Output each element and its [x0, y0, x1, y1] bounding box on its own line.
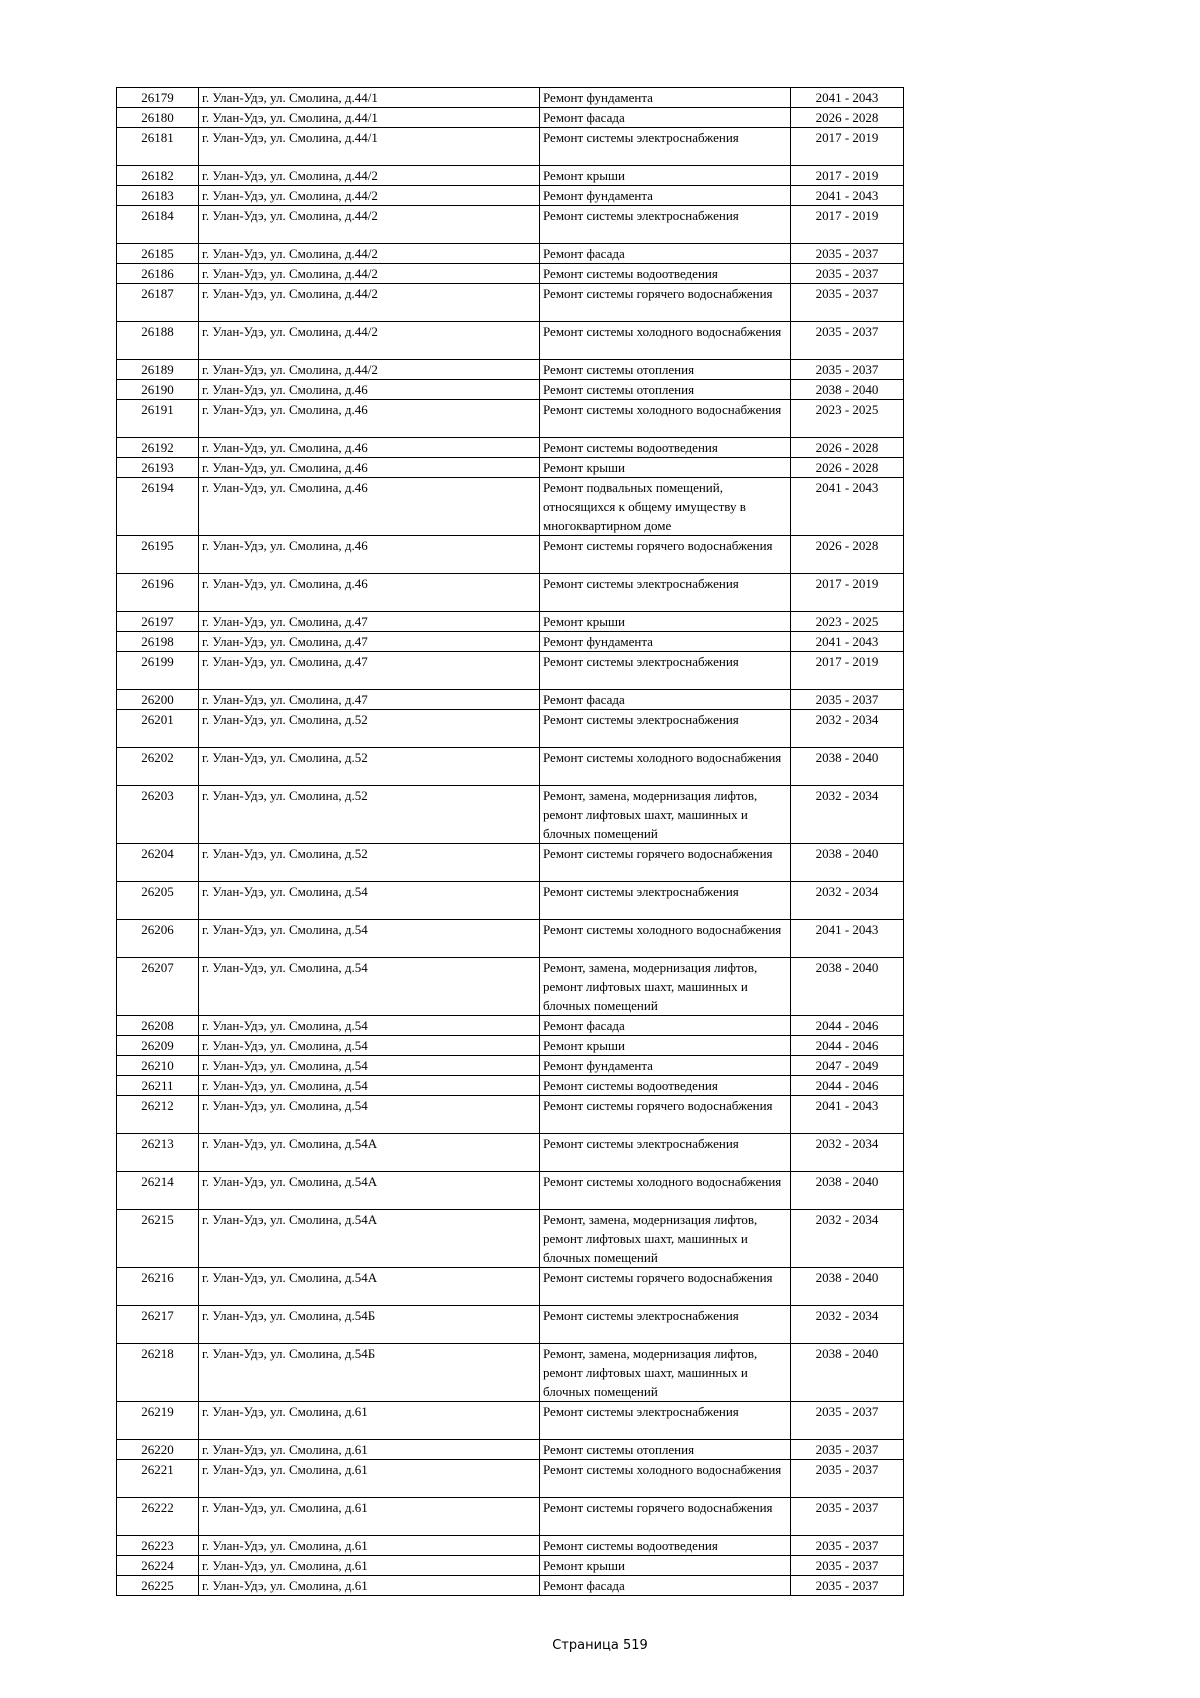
row-period: 2032 - 2034 — [791, 710, 904, 748]
row-number: 26184 — [117, 206, 199, 244]
row-work-type: Ремонт, замена, модернизация лифтов, ремонт лифтовых шахт, машинных и блочных помещений — [540, 786, 791, 844]
table-row — [117, 1172, 904, 1210]
row-period: 2038 - 2040 — [791, 380, 904, 400]
row-address: г. Улан-Удэ, ул. Смолина, д.54Б — [199, 1344, 540, 1402]
row-period: 2032 - 2034 — [791, 1134, 904, 1172]
page-number: Страница 519 — [552, 1638, 648, 1653]
row-number: 26203 — [117, 786, 199, 844]
row-work-type: Ремонт системы отопления — [540, 1440, 791, 1460]
row-number: 26223 — [117, 1536, 199, 1556]
table-row — [117, 458, 904, 478]
row-work-type: Ремонт системы электроснабжения — [540, 128, 791, 166]
table-row — [117, 920, 904, 958]
row-address: г. Улан-Удэ, ул. Смолина, д.61 — [199, 1440, 540, 1460]
table-row — [117, 1076, 904, 1096]
table-row — [117, 1556, 904, 1576]
row-period: 2038 - 2040 — [791, 1268, 904, 1306]
row-work-type: Ремонт системы горячего водоснабжения — [540, 1096, 791, 1134]
table-row — [117, 284, 904, 322]
row-number: 26215 — [117, 1210, 199, 1268]
row-work-type: Ремонт фасада — [540, 108, 791, 128]
row-work-type: Ремонт системы отопления — [540, 360, 791, 380]
row-number: 26192 — [117, 438, 199, 458]
table-row — [117, 1210, 904, 1268]
row-address: г. Улан-Удэ, ул. Смолина, д.44/1 — [199, 108, 540, 128]
row-number: 26197 — [117, 612, 199, 632]
row-period: 2035 - 2037 — [791, 284, 904, 322]
table-row — [117, 1134, 904, 1172]
row-address: г. Улан-Удэ, ул. Смолина, д.52 — [199, 844, 540, 882]
row-number: 26205 — [117, 882, 199, 920]
row-work-type: Ремонт системы электроснабжения — [540, 1402, 791, 1440]
row-address: г. Улан-Удэ, ул. Смолина, д.54 — [199, 1016, 540, 1036]
row-work-type: Ремонт системы электроснабжения — [540, 206, 791, 244]
row-work-type: Ремонт системы горячего водоснабжения — [540, 844, 791, 882]
table-row — [117, 1096, 904, 1134]
row-period: 2035 - 2037 — [791, 264, 904, 284]
table-row — [117, 244, 904, 264]
repair-schedule-body — [117, 88, 904, 1596]
row-period: 2041 - 2043 — [791, 632, 904, 652]
row-period: 2035 - 2037 — [791, 690, 904, 710]
row-work-type: Ремонт системы горячего водоснабжения — [540, 536, 791, 574]
row-number: 26200 — [117, 690, 199, 710]
row-period: 2035 - 2037 — [791, 1576, 904, 1596]
row-work-type: Ремонт системы холодного водоснабжения — [540, 400, 791, 438]
row-address: г. Улан-Удэ, ул. Смолина, д.44/2 — [199, 186, 540, 206]
row-work-type: Ремонт фасада — [540, 690, 791, 710]
repair-schedule-table — [116, 87, 904, 1596]
table-row — [117, 438, 904, 458]
row-period: 2041 - 2043 — [791, 478, 904, 536]
row-address: г. Улан-Удэ, ул. Смолина, д.47 — [199, 612, 540, 632]
row-address: г. Улан-Удэ, ул. Смолина, д.54 — [199, 1076, 540, 1096]
row-work-type: Ремонт фундамента — [540, 186, 791, 206]
row-address: г. Улан-Удэ, ул. Смолина, д.47 — [199, 632, 540, 652]
row-period: 2017 - 2019 — [791, 652, 904, 690]
row-number: 26204 — [117, 844, 199, 882]
row-address: г. Улан-Удэ, ул. Смолина, д.54А — [199, 1210, 540, 1268]
table-row — [117, 1440, 904, 1460]
row-address: г. Улан-Удэ, ул. Смолина, д.46 — [199, 458, 540, 478]
row-number: 26207 — [117, 958, 199, 1016]
table-row — [117, 1306, 904, 1344]
table-row — [117, 536, 904, 574]
row-period: 2038 - 2040 — [791, 1344, 904, 1402]
table-row — [117, 400, 904, 438]
row-period: 2032 - 2034 — [791, 786, 904, 844]
row-period: 2041 - 2043 — [791, 186, 904, 206]
row-number: 26183 — [117, 186, 199, 206]
row-number: 26214 — [117, 1172, 199, 1210]
table-row — [117, 1016, 904, 1036]
row-address: г. Улан-Удэ, ул. Смолина, д.46 — [199, 438, 540, 458]
row-period: 2032 - 2034 — [791, 1210, 904, 1268]
row-work-type: Ремонт системы холодного водоснабжения — [540, 920, 791, 958]
table-row — [117, 748, 904, 786]
row-number: 26206 — [117, 920, 199, 958]
row-period: 2023 - 2025 — [791, 400, 904, 438]
row-number: 26187 — [117, 284, 199, 322]
table-row — [117, 1460, 904, 1498]
table-row — [117, 380, 904, 400]
row-address: г. Улан-Удэ, ул. Смолина, д.47 — [199, 652, 540, 690]
row-number: 26193 — [117, 458, 199, 478]
row-number: 26196 — [117, 574, 199, 612]
table-row — [117, 166, 904, 186]
row-address: г. Улан-Удэ, ул. Смолина, д.54А — [199, 1134, 540, 1172]
row-work-type: Ремонт подвальных помещений, относящихся к общему имуществу в многоквартирном доме — [540, 478, 791, 536]
row-address: г. Улан-Удэ, ул. Смолина, д.46 — [199, 536, 540, 574]
row-address: г. Улан-Удэ, ул. Смолина, д.46 — [199, 574, 540, 612]
row-address: г. Улан-Удэ, ул. Смолина, д.44/2 — [199, 360, 540, 380]
row-work-type: Ремонт системы холодного водоснабжения — [540, 1460, 791, 1498]
row-period: 2044 - 2046 — [791, 1036, 904, 1056]
row-period: 2041 - 2043 — [791, 88, 904, 108]
row-address: г. Улан-Удэ, ул. Смолина, д.46 — [199, 478, 540, 536]
row-address: г. Улан-Удэ, ул. Смолина, д.61 — [199, 1460, 540, 1498]
row-number: 26190 — [117, 380, 199, 400]
row-address: г. Улан-Удэ, ул. Смолина, д.52 — [199, 710, 540, 748]
row-number: 26202 — [117, 748, 199, 786]
row-work-type: Ремонт системы горячего водоснабжения — [540, 1268, 791, 1306]
row-address: г. Улан-Удэ, ул. Смолина, д.44/2 — [199, 322, 540, 360]
row-address: г. Улан-Удэ, ул. Смолина, д.61 — [199, 1536, 540, 1556]
row-work-type: Ремонт крыши — [540, 612, 791, 632]
row-work-type: Ремонт фундамента — [540, 1056, 791, 1076]
row-address: г. Улан-Удэ, ул. Смолина, д.44/2 — [199, 206, 540, 244]
table-row — [117, 1344, 904, 1402]
row-number: 26208 — [117, 1016, 199, 1036]
row-address: г. Улан-Удэ, ул. Смолина, д.46 — [199, 400, 540, 438]
row-work-type: Ремонт фасада — [540, 244, 791, 264]
row-number: 26188 — [117, 322, 199, 360]
row-period: 2038 - 2040 — [791, 958, 904, 1016]
table-row — [117, 128, 904, 166]
row-period: 2047 - 2049 — [791, 1056, 904, 1076]
row-work-type: Ремонт крыши — [540, 458, 791, 478]
row-number: 26185 — [117, 244, 199, 264]
row-number: 26182 — [117, 166, 199, 186]
table-row — [117, 264, 904, 284]
row-work-type: Ремонт системы холодного водоснабжения — [540, 322, 791, 360]
table-row — [117, 574, 904, 612]
row-work-type: Ремонт крыши — [540, 1556, 791, 1576]
row-number: 26212 — [117, 1096, 199, 1134]
table-row — [117, 1576, 904, 1596]
row-period: 2026 - 2028 — [791, 458, 904, 478]
row-period: 2035 - 2037 — [791, 1402, 904, 1440]
row-address: г. Улан-Удэ, ул. Смолина, д.54 — [199, 1056, 540, 1076]
row-work-type: Ремонт фасада — [540, 1016, 791, 1036]
table-row — [117, 690, 904, 710]
row-work-type: Ремонт системы холодного водоснабжения — [540, 748, 791, 786]
row-work-type: Ремонт крыши — [540, 166, 791, 186]
row-period: 2017 - 2019 — [791, 574, 904, 612]
table-row — [117, 844, 904, 882]
row-period: 2026 - 2028 — [791, 108, 904, 128]
table-row — [117, 1268, 904, 1306]
row-period: 2017 - 2019 — [791, 128, 904, 166]
row-number: 26224 — [117, 1556, 199, 1576]
row-period: 2023 - 2025 — [791, 612, 904, 632]
row-address: г. Улан-Удэ, ул. Смолина, д.54А — [199, 1268, 540, 1306]
row-work-type: Ремонт фундамента — [540, 632, 791, 652]
row-number: 26199 — [117, 652, 199, 690]
row-number: 26180 — [117, 108, 199, 128]
row-work-type: Ремонт фундамента — [540, 88, 791, 108]
row-work-type: Ремонт системы водоотведения — [540, 1076, 791, 1096]
row-number: 26216 — [117, 1268, 199, 1306]
row-address: г. Улан-Удэ, ул. Смолина, д.44/1 — [199, 128, 540, 166]
table-row — [117, 958, 904, 1016]
row-work-type: Ремонт системы электроснабжения — [540, 1306, 791, 1344]
row-period: 2035 - 2037 — [791, 1536, 904, 1556]
row-number: 26198 — [117, 632, 199, 652]
row-work-type: Ремонт системы электроснабжения — [540, 1134, 791, 1172]
table-row — [117, 322, 904, 360]
row-number: 26179 — [117, 88, 199, 108]
row-period: 2038 - 2040 — [791, 748, 904, 786]
row-number: 26219 — [117, 1402, 199, 1440]
row-period: 2044 - 2046 — [791, 1016, 904, 1036]
row-period: 2026 - 2028 — [791, 536, 904, 574]
row-address: г. Улан-Удэ, ул. Смолина, д.44/2 — [199, 264, 540, 284]
table-row — [117, 652, 904, 690]
row-address: г. Улан-Удэ, ул. Смолина, д.54 — [199, 1096, 540, 1134]
table-row — [117, 612, 904, 632]
row-number: 26194 — [117, 478, 199, 536]
row-address: г. Улан-Удэ, ул. Смолина, д.61 — [199, 1556, 540, 1576]
row-address: г. Улан-Удэ, ул. Смолина, д.44/1 — [199, 88, 540, 108]
table-row — [117, 186, 904, 206]
table-row — [117, 206, 904, 244]
row-work-type: Ремонт системы электроснабжения — [540, 882, 791, 920]
row-period: 2035 - 2037 — [791, 1440, 904, 1460]
row-work-type: Ремонт, замена, модернизация лифтов, ремонт лифтовых шахт, машинных и блочных помещений — [540, 1210, 791, 1268]
row-number: 26218 — [117, 1344, 199, 1402]
row-work-type: Ремонт системы электроснабжения — [540, 710, 791, 748]
row-work-type: Ремонт системы водоотведения — [540, 1536, 791, 1556]
row-period: 2035 - 2037 — [791, 322, 904, 360]
row-work-type: Ремонт крыши — [540, 1036, 791, 1056]
row-address: г. Улан-Удэ, ул. Смолина, д.54 — [199, 882, 540, 920]
row-number: 26201 — [117, 710, 199, 748]
row-period: 2041 - 2043 — [791, 920, 904, 958]
row-period: 2035 - 2037 — [791, 244, 904, 264]
row-number: 26221 — [117, 1460, 199, 1498]
table-row — [117, 1498, 904, 1536]
table-row — [117, 710, 904, 748]
row-work-type: Ремонт системы электроснабжения — [540, 652, 791, 690]
row-work-type: Ремонт системы электроснабжения — [540, 574, 791, 612]
row-number: 26213 — [117, 1134, 199, 1172]
row-address: г. Улан-Удэ, ул. Смолина, д.54Б — [199, 1306, 540, 1344]
row-work-type: Ремонт системы отопления — [540, 380, 791, 400]
table-row — [117, 1056, 904, 1076]
row-address: г. Улан-Удэ, ул. Смолина, д.44/2 — [199, 284, 540, 322]
row-period: 2044 - 2046 — [791, 1076, 904, 1096]
row-number: 26220 — [117, 1440, 199, 1460]
row-address: г. Улан-Удэ, ул. Смолина, д.54А — [199, 1172, 540, 1210]
table-row — [117, 360, 904, 380]
row-address: г. Улан-Удэ, ул. Смолина, д.46 — [199, 380, 540, 400]
row-work-type: Ремонт системы горячего водоснабжения — [540, 284, 791, 322]
row-address: г. Улан-Удэ, ул. Смолина, д.61 — [199, 1498, 540, 1536]
row-address: г. Улан-Удэ, ул. Смолина, д.47 — [199, 690, 540, 710]
row-number: 26210 — [117, 1056, 199, 1076]
row-address: г. Улан-Удэ, ул. Смолина, д.54 — [199, 920, 540, 958]
row-address: г. Улан-Удэ, ул. Смолина, д.52 — [199, 748, 540, 786]
table-row — [117, 632, 904, 652]
row-address: г. Улан-Удэ, ул. Смолина, д.61 — [199, 1402, 540, 1440]
table-row — [117, 1402, 904, 1440]
row-address: г. Улан-Удэ, ул. Смолина, д.61 — [199, 1576, 540, 1596]
row-period: 2038 - 2040 — [791, 844, 904, 882]
row-period: 2035 - 2037 — [791, 1556, 904, 1576]
row-address: г. Улан-Удэ, ул. Смолина, д.54 — [199, 1036, 540, 1056]
row-work-type: Ремонт, замена, модернизация лифтов, ремонт лифтовых шахт, машинных и блочных помещений — [540, 958, 791, 1016]
row-address: г. Улан-Удэ, ул. Смолина, д.54 — [199, 958, 540, 1016]
row-number: 26211 — [117, 1076, 199, 1096]
row-period: 2026 - 2028 — [791, 438, 904, 458]
table-row — [117, 882, 904, 920]
row-work-type: Ремонт, замена, модернизация лифтов, ремонт лифтовых шахт, машинных и блочных помещений — [540, 1344, 791, 1402]
table-row — [117, 88, 904, 108]
row-work-type: Ремонт фасада — [540, 1576, 791, 1596]
row-period: 2017 - 2019 — [791, 166, 904, 186]
row-period: 2017 - 2019 — [791, 206, 904, 244]
row-work-type: Ремонт системы горячего водоснабжения — [540, 1498, 791, 1536]
row-period: 2032 - 2034 — [791, 882, 904, 920]
row-address: г. Улан-Удэ, ул. Смолина, д.44/2 — [199, 166, 540, 186]
row-number: 26195 — [117, 536, 199, 574]
row-number: 26222 — [117, 1498, 199, 1536]
row-address: г. Улан-Удэ, ул. Смолина, д.44/2 — [199, 244, 540, 264]
row-number: 26225 — [117, 1576, 199, 1596]
row-period: 2041 - 2043 — [791, 1096, 904, 1134]
table-row — [117, 108, 904, 128]
row-number: 26181 — [117, 128, 199, 166]
row-address: г. Улан-Удэ, ул. Смолина, д.52 — [199, 786, 540, 844]
row-period: 2038 - 2040 — [791, 1172, 904, 1210]
row-period: 2035 - 2037 — [791, 360, 904, 380]
row-number: 26186 — [117, 264, 199, 284]
table-row — [117, 478, 904, 536]
table-row — [117, 786, 904, 844]
row-work-type: Ремонт системы холодного водоснабжения — [540, 1172, 791, 1210]
table-row — [117, 1536, 904, 1556]
row-number: 26217 — [117, 1306, 199, 1344]
row-work-type: Ремонт системы водоотведения — [540, 438, 791, 458]
row-number: 26189 — [117, 360, 199, 380]
row-work-type: Ремонт системы водоотведения — [540, 264, 791, 284]
row-period: 2032 - 2034 — [791, 1306, 904, 1344]
table-row — [117, 1036, 904, 1056]
row-number: 26191 — [117, 400, 199, 438]
row-number: 26209 — [117, 1036, 199, 1056]
row-period: 2035 - 2037 — [791, 1498, 904, 1536]
row-period: 2035 - 2037 — [791, 1460, 904, 1498]
